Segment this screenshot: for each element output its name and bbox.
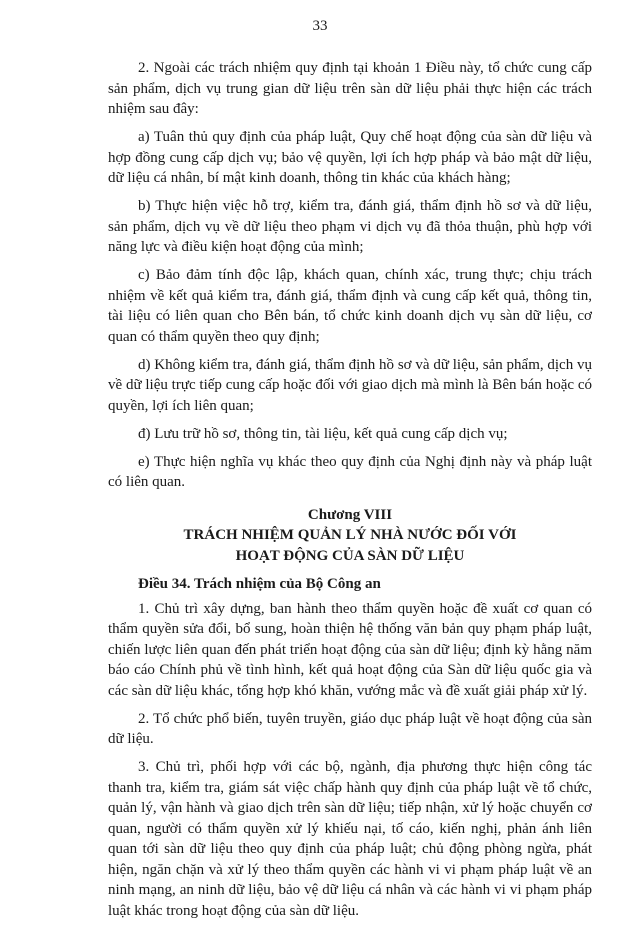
chapter-title-line-1: TRÁCH NHIỆM QUẢN LÝ NHÀ NƯỚC ĐỐI VỚI	[183, 527, 517, 543]
point-e: e) Thực hiện nghĩa vụ khác theo quy định của Nghị định này và pháp luật có liên quan.	[108, 453, 592, 490]
clause-2-section	[108, 58, 592, 493]
chapter-number: Chương VIII	[307, 506, 393, 523]
page-number: 33	[312, 18, 328, 34]
point-a: a) Tuân thủ quy định của pháp luật, Quy chế hoạt động của sàn dữ liệu và hợp đồng cung cấp dịch vụ; bảo vệ quyền, lợi ích hợp pháp và bảo mật dữ liệu, dữ liệu cá nhân, bí mật kinh doanh, thông tin khác của khách hàng;	[108, 129, 592, 186]
point-b: b) Thực hiện việc hỗ trợ, kiểm tra, đánh giá, thẩm định hồ sơ và dữ liệu, sản phẩm, dịch vụ về dữ liệu theo phạm vi dịch vụ đã thỏa thuận, phù hợp với năng lực và điều kiện hoạt động của mình;	[108, 198, 592, 255]
article-clause-2: 2. Tổ chức phổ biến, tuyên truyền, giáo dục pháp luật về hoạt động của sàn dữ liệu.	[108, 710, 592, 747]
article-34-body	[108, 599, 592, 922]
point-c: c) Bảo đảm tính độc lập, khách quan, chính xác, trung thực; chịu trách nhiệm về kết quả kiểm tra, đánh giá, thẩm định và cung cấp kết quả, thông tin, tài liệu có liên quan cho Bên bán, tổ chức kinh doanh dịch vụ sàn dữ liệu, cơ quan có thẩm quyền theo quy định;	[108, 267, 592, 345]
article-clause-1: 1. Chủ trì xây dựng, ban hành theo thẩm quyền hoặc đề xuất cơ quan có thẩm quyền sửa đổi, bổ sung, hoàn thiện hệ thống văn bản quy phạm pháp luật, chiến lược liên quan đến phát triển hoạt động của sàn dữ liệu; định kỳ hằng năm báo cáo Chính phủ về tình hình, kết quả hoạt động của Sàn dữ liệu quốc gia và các sàn dữ liệu khác, tổng hợp khó khăn, vướng mắc và đề xuất giải pháp xử lý.	[108, 600, 592, 699]
page-content	[108, 58, 592, 929]
chapter-title-line-2: HOẠT ĐỘNG CỦA SÀN DỮ LIỆU	[235, 547, 465, 564]
point-dd: đ) Lưu trữ hồ sơ, thông tin, tài liệu, kết quả cung cấp dịch vụ;	[138, 425, 508, 442]
article-heading: Điều 34. Trách nhiệm của Bộ Công an	[138, 576, 381, 592]
article-clause-3: 3. Chủ trì, phối hợp với các bộ, ngành, địa phương thực hiện công tác thanh tra, kiểm tra, giám sát việc chấp hành quy định của pháp luật về tổ chức, quản lý, vận hành và giao dịch trên sàn dữ liệu; tiếp nhận, xử lý hoặc chuyển cơ quan, người có thẩm quyền xử lý khiếu nại, tố cáo, kiến nghị, phản ánh liên quan tới sàn dữ liệu theo quy định của pháp luật; chủ động phòng ngừa, phát hiện, ngăn chặn và xử lý theo thẩm quyền các hành vi vi phạm pháp luật về an ninh mạng, an ninh dữ liệu, bảo vệ dữ liệu cá nhân và các hành vi vi phạm pháp luật khác trong hoạt động của sàn dữ liệu.	[108, 759, 592, 919]
clause-2-intro: 2. Ngoài các trách nhiệm quy định tại khoản 1 Điều này, tổ chức cung cấp sản phẩm, dịch vụ trung gian dữ liệu trên sàn dữ liệu phải thực hiện các trách nhiệm sau đây:	[108, 60, 592, 117]
point-d: d) Không kiểm tra, đánh giá, thẩm định hồ sơ và dữ liệu, sản phẩm, dịch vụ về dữ liệu trực tiếp cung cấp hoặc đối với giao dịch mà mình là Bên bán hoặc có quyền, lợi ích liên quan;	[108, 356, 592, 414]
